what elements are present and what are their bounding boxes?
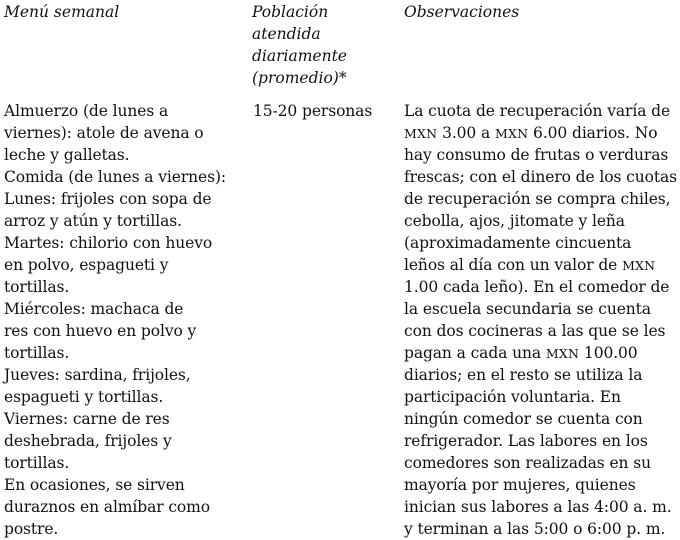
menu-column	[4, 100, 226, 540]
header-population-line: Población	[252, 3, 329, 21]
observations-text: y terminan a las 5:00 o 6:00 p. m.	[404, 520, 666, 538]
observations-text: diarios; en el resto se utiliza la	[404, 366, 643, 384]
menu-line: tortillas.	[4, 278, 70, 296]
menu-line: postre.	[4, 520, 59, 538]
observations-text: con dos cocineras a las que se les	[404, 322, 666, 340]
header-population-line: atendida	[252, 25, 321, 43]
observations-text: 6.00 diarios. No	[528, 124, 658, 142]
currency-code: MXN	[404, 126, 438, 141]
menu-line: tortillas.	[4, 454, 70, 472]
currency-code: MXN	[622, 258, 656, 273]
observations-text: participación voluntaria. En	[404, 388, 621, 406]
menu-line: res con huevo en polvo y	[4, 322, 197, 340]
observations-line	[404, 254, 677, 276]
observations-line	[404, 100, 677, 122]
menu-line: viernes): atole de avena o	[4, 124, 204, 142]
menu-line: arroz y atún y tortillas.	[4, 212, 182, 230]
observations-line	[404, 232, 677, 254]
observations-text: hay consumo de frutas o verduras	[404, 146, 669, 164]
observations-line	[404, 386, 677, 408]
observations-text: de recuperación se compra chiles,	[404, 190, 671, 208]
observations-line	[404, 408, 677, 430]
observations-line	[404, 276, 677, 298]
population-value: 15-20 personas	[253, 102, 373, 120]
observations-line	[404, 298, 677, 320]
observations-text: comedores son realizadas en su	[404, 454, 652, 472]
menu-line: Martes: chilorio con huevo	[4, 234, 213, 252]
observations-text: 1.00 cada leño). En el comedor de	[404, 278, 670, 296]
header-population-line: diariamente	[252, 47, 347, 65]
observations-line	[404, 210, 677, 232]
observations-text: leños al día con un valor de	[404, 256, 623, 274]
currency-code: MXN	[494, 126, 529, 141]
menu-line: Miércoles: machaca de	[4, 300, 184, 318]
observations-text: (aproximadamente cincuenta	[404, 234, 632, 252]
observations-column	[404, 100, 677, 540]
observations-line	[404, 364, 677, 386]
observations-text: 100.00	[579, 344, 638, 362]
menu-line: duraznos en almíbar como	[4, 498, 210, 516]
menu-line: en polvo, espagueti y	[4, 256, 169, 274]
header-population	[252, 1, 347, 89]
menu-line: En ocasiones, se sirven	[4, 476, 185, 494]
observations-line	[404, 474, 677, 496]
menu-line: Jueves: sardina, frijoles,	[4, 366, 191, 384]
observations-line	[404, 496, 677, 518]
observations-text: inician sus labores a las 4:00 a. m.	[404, 498, 672, 516]
observations-text: mayoría por mujeres, quienes	[404, 476, 636, 494]
observations-text: cebolla, ajos, jitomate y leña	[404, 212, 625, 230]
observations-line	[404, 188, 677, 210]
header-population-line: (promedio)*	[252, 69, 347, 87]
observations-line	[404, 166, 677, 188]
observations-text: 3.00 a	[437, 124, 495, 142]
menu-line: leche y galletas.	[4, 146, 130, 164]
menu-line: Almuerzo (de lunes a	[4, 102, 169, 120]
header-observations	[404, 1, 519, 23]
observations-line	[404, 144, 677, 166]
observations-text: frescas; con el dinero de los cuotas	[404, 168, 677, 186]
observations-line	[404, 342, 677, 364]
header-menu-text: Menú semanal	[4, 3, 120, 21]
observations-text: pagan a cada una	[404, 344, 546, 362]
currency-code: MXN	[545, 346, 580, 361]
menu-line: deshebrada, frijoles y	[4, 432, 172, 450]
observations-line	[404, 430, 677, 452]
menu-line: Comida (de lunes a viernes):	[4, 168, 227, 186]
observations-text: la escuela secundaria se cuenta	[404, 300, 651, 318]
observations-line	[404, 518, 677, 540]
menu-line: Viernes: carne de res	[4, 410, 170, 428]
menu-line: espagueti y tortillas.	[4, 388, 164, 406]
menu-line: tortillas.	[4, 344, 70, 362]
observations-line	[404, 320, 677, 342]
observations-text: ningún comedor se cuenta con	[404, 410, 643, 428]
observations-line	[404, 452, 677, 474]
population-column	[253, 100, 372, 122]
observations-text: La cuota de recuperación varía de	[404, 102, 671, 120]
header-observations-text: Observaciones	[404, 3, 520, 21]
menu-line: Lunes: frijoles con sopa de	[4, 190, 212, 208]
header-menu	[4, 1, 119, 23]
observations-line	[404, 122, 677, 144]
observations-text: refrigerador. Las labores en los	[404, 432, 648, 450]
